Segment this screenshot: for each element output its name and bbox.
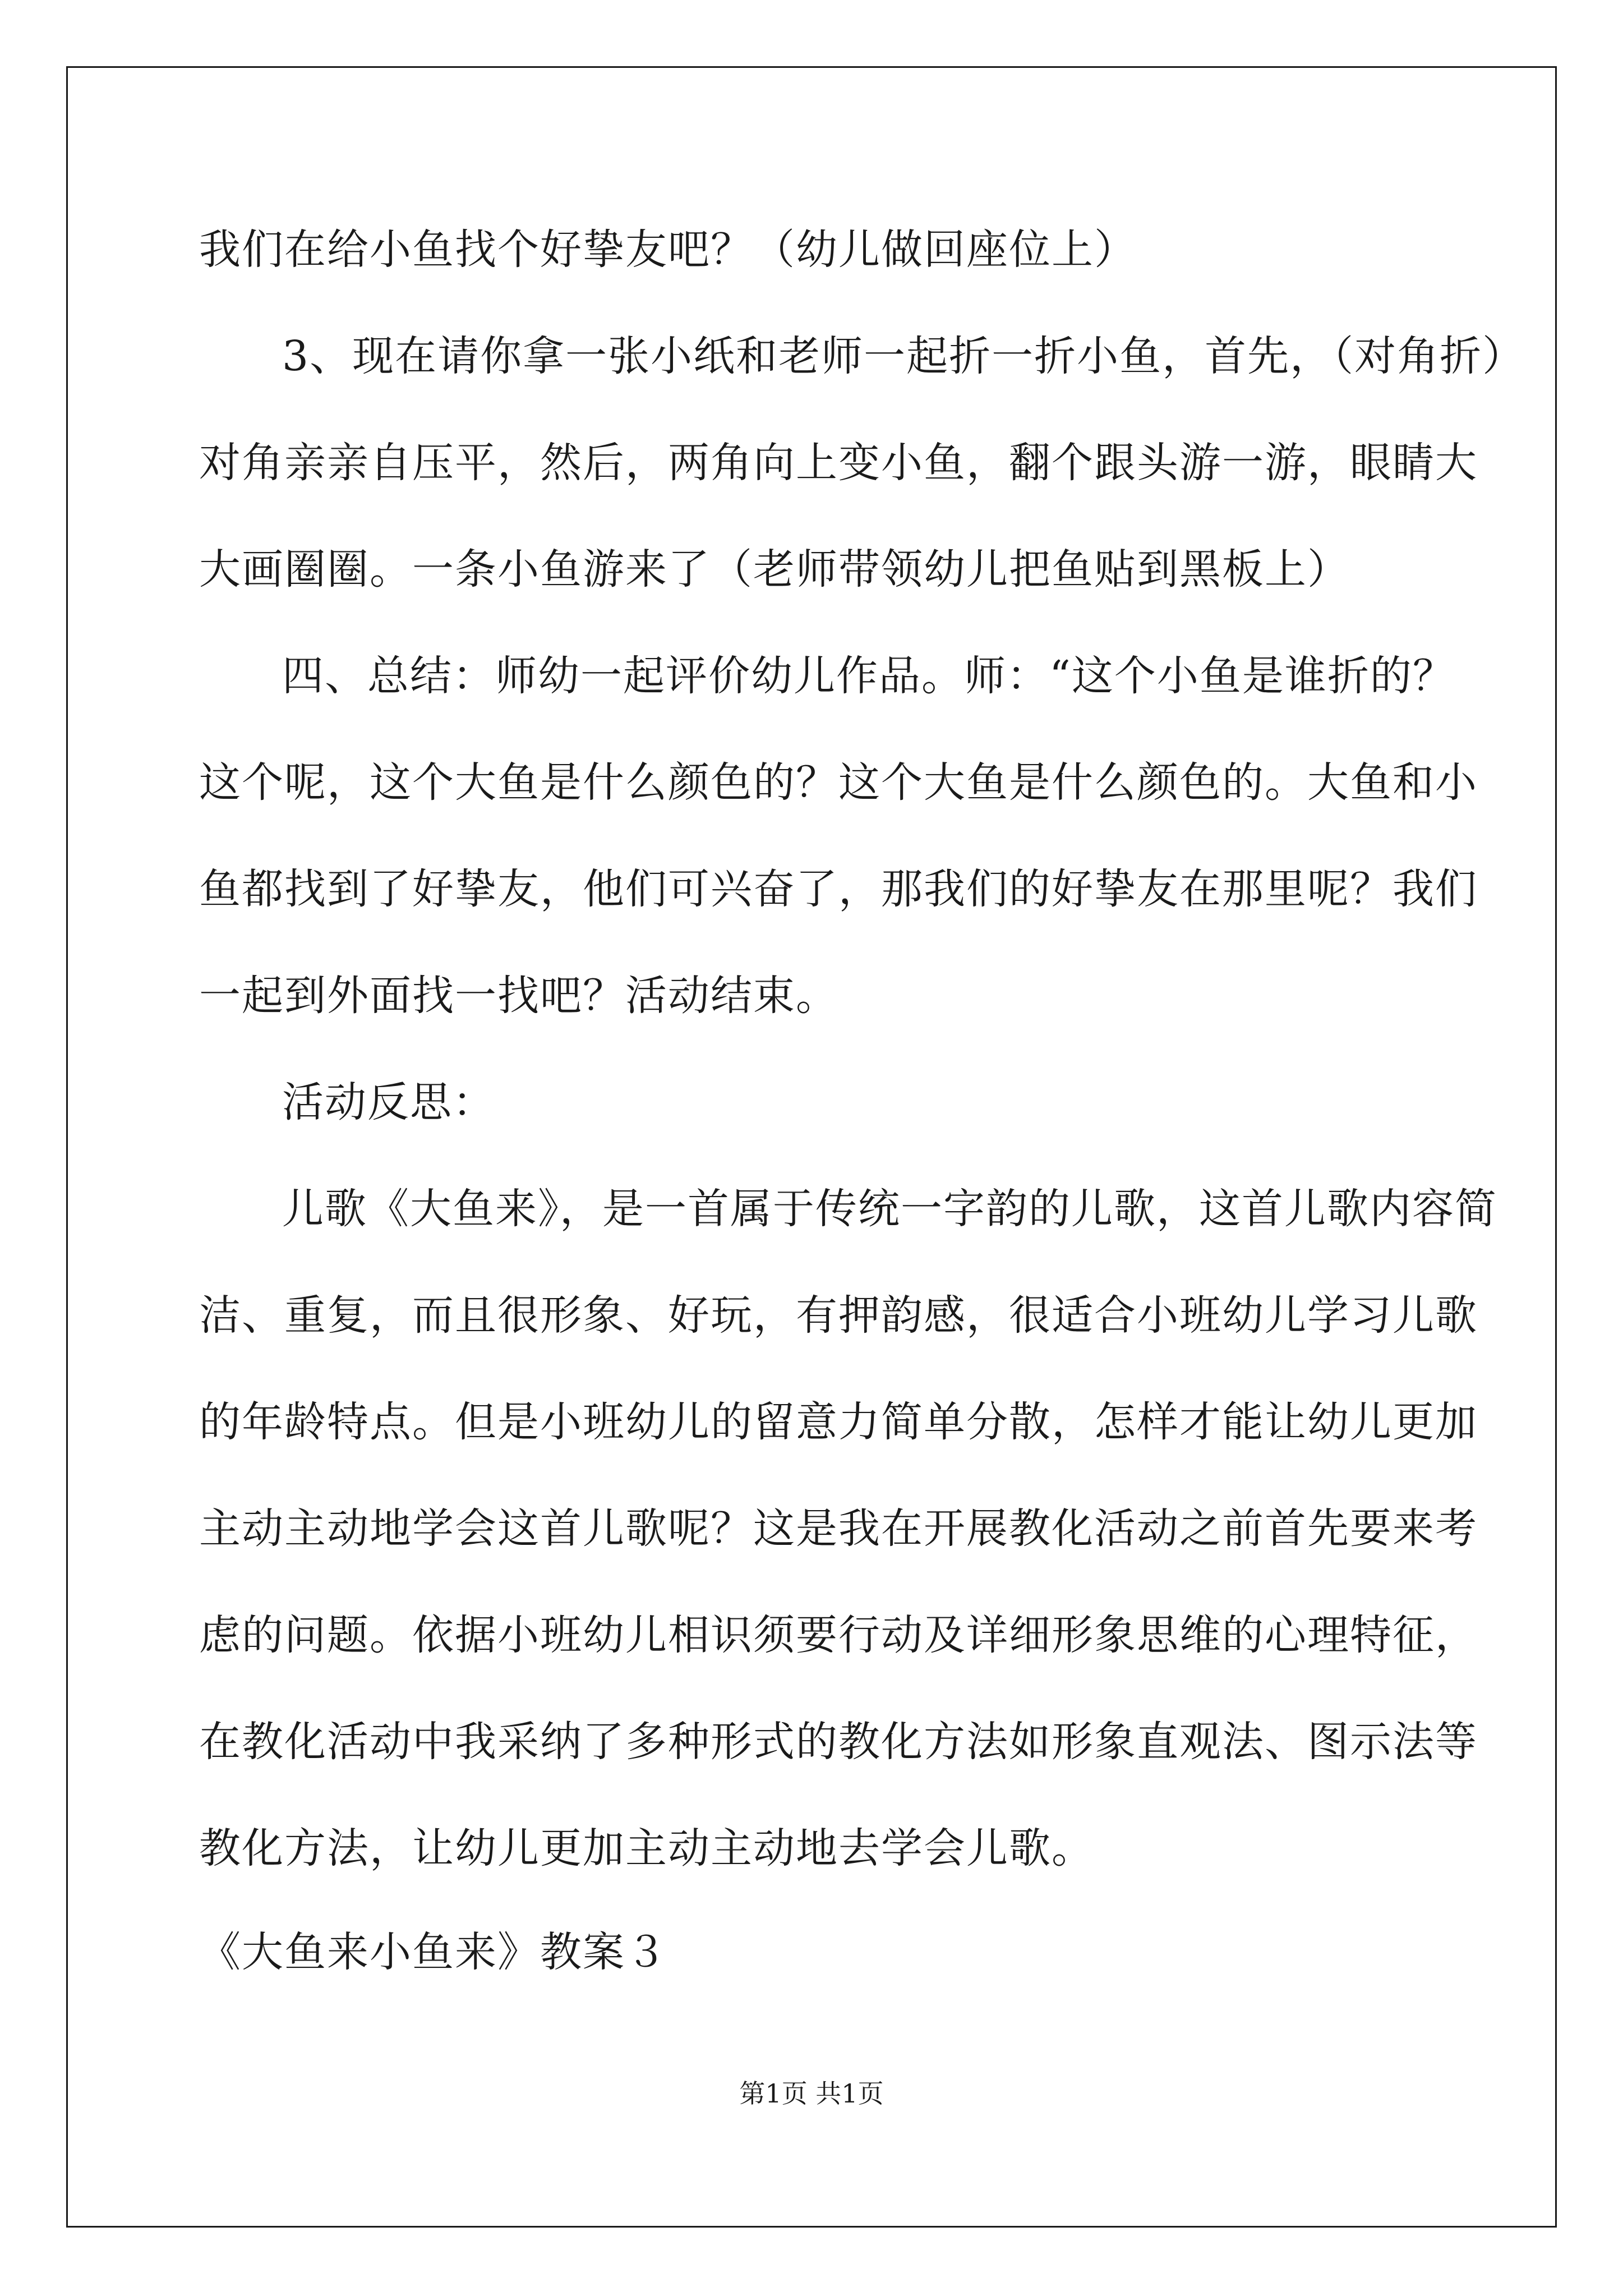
text-line: 在教化活动中我采纳了多种形式的教化方法如形象直观法、图示法等: [199, 1718, 1478, 1766]
text-line: 对角亲亲自压平，然后，两角向上变小鱼，翻个跟头游一游，眼睛大: [199, 439, 1478, 487]
text-line: 我们在给小鱼找个好挚友吧？（幼儿做回座位上）: [199, 226, 1137, 274]
text-line: 主动主动地学会这首儿歌呢？这是我在开展教化活动之前首先要来考: [199, 1504, 1478, 1553]
text-line: 四、总结：师幼一起评价幼儿作品。师：“这个小鱼是谁折的？: [282, 652, 1455, 700]
text-line: 一起到外面找一找吧？活动结束。: [199, 972, 838, 1020]
section-heading: 活动反思：: [282, 1078, 495, 1126]
text-line: 大画圈圈。一条小鱼游来了（老师带领幼儿把鱼贴到黑板上）: [199, 545, 1350, 593]
text-line: 的年龄特点。但是小班幼儿的留意力简单分散，怎样才能让幼儿更加: [199, 1398, 1478, 1446]
text-line: 这个呢，这个大鱼是什么颜色的？这个大鱼是什么颜色的。大鱼和小: [199, 758, 1478, 807]
document-title: 《大鱼来小鱼来》教案３: [199, 1928, 668, 1976]
text-line: 鱼都找到了好挚友，他们可兴奋了，那我们的好挚友在那里呢？我们: [199, 865, 1478, 913]
text-line: 教化方法，让幼儿更加主动主动地去学会儿歌。: [199, 1824, 1094, 1872]
text-line: 虑的问题。依据小班幼儿相识须要行动及详细形象思维的心理特征，: [199, 1611, 1478, 1659]
page-border: [66, 66, 1557, 2228]
text-line: 儿歌《大鱼来》，是一首属于传统一字韵的儿歌，这首儿歌内容简: [282, 1185, 1497, 1233]
text-line: 3、现在请你拿一张小纸和老师一起折一折小鱼，首先，（对角折）: [282, 332, 1525, 380]
text-line: 洁、重复，而且很形象、好玩，有押韵感，很适合小班幼儿学习儿歌: [199, 1291, 1478, 1340]
page-footer: 第1页 共1页: [739, 2078, 884, 2109]
